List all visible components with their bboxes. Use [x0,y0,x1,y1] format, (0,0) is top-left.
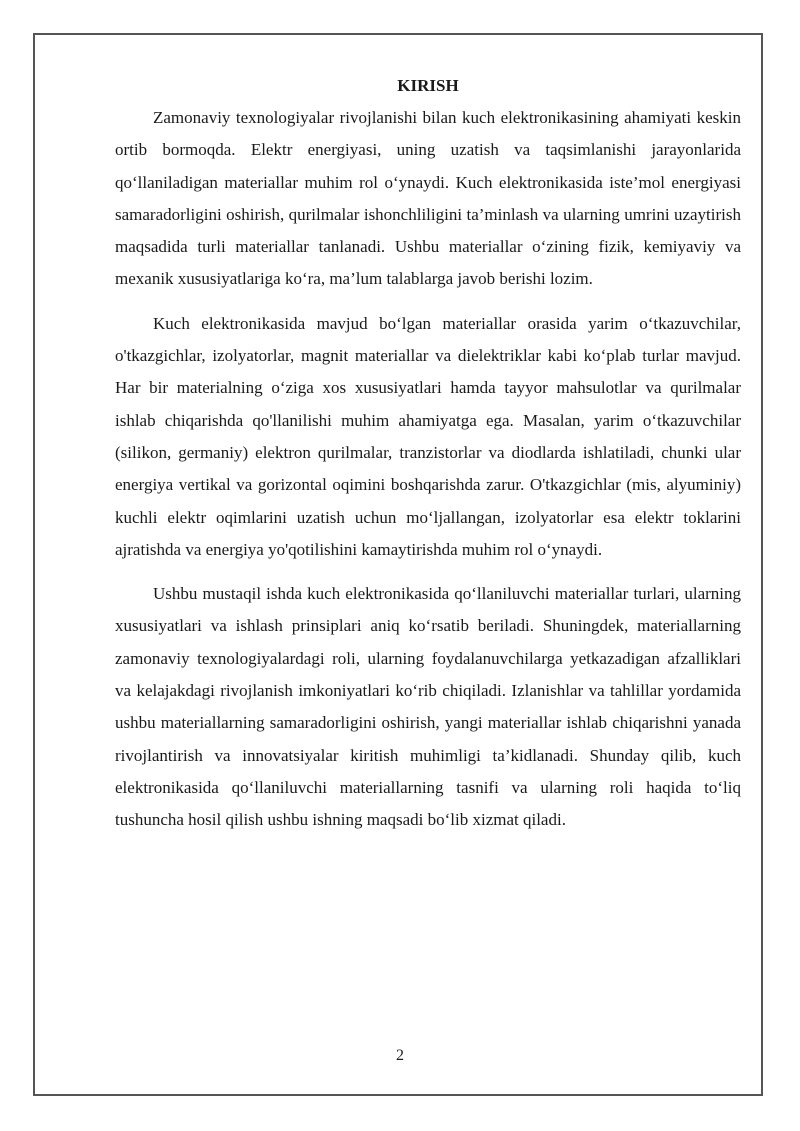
paragraph-intro: Zamonaviy texnologiyalar rivojlanishi bilan kuch elektronikasining ahamiyati keskin ortib bormoqda. Elektr energiyasi, uning uzatish va taqsimlanishi jarayonlarida qo‘llaniladigan materiallar muhim rol o‘ynaydi. Kuch elektronikasida iste’mol energiyasi samaradorligini oshirish, qurilmalar ishonchliligini ta’minlash va ularning umrini uzaytirish maqsadida turli materiallar tanlanadi. Ushbu materiallar o‘zining fizik, kemiyaviy va mexanik xususiyatlariga ko‘ra, ma’lum talablarga javob berishi lozim. [115,108,741,289]
section-title: KIRISH [397,76,459,95]
page-number: 2 [396,1047,404,1064]
document-body [115,74,741,849]
paragraph-purpose: Ushbu mustaqil ishda kuch elektronikasida qo‘llaniluvchi materiallar turlari, ularning xususiyatlari va ishlash prinsiplari aniq ko‘rsatib beriladi. Shuningdek, materiallarning zamonaviy texnologiyalardagi roli, ularning foydalanuvchilarga yetkazadigan afzalliklari va kelajakdagi rivojlanish imkoniyatlari ko‘rib chiqiladi. Izlanishlar va tahlillar yordamida ushbu materiallarning samaradorligini oshirish, yangi materiallar ishlab chiqarishni yanada rivojlantirish va innovatsiyalar kiritish muhimligi ta’kidlanadi. Shunday qilib, kuch elektronikasida qo‘llaniluvchi materiallarning tasnifi va ularning roli haqida to‘liq tushuncha hosil qilish ushbu ishning maqsadi bo‘lib xizmat qiladi. [115,584,741,830]
paragraph-materials: Kuch elektronikasida mavjud bo‘lgan materiallar orasida yarim o‘tkazuvchilar, o'tkazgichlar, izolyatorlar, magnit materiallar va dielektriklar kabi ko‘plab turlar mavjud. Har bir materialning o‘ziga xos xususiyatlari hamda tayyor mahsulotlar va qurilmalar ishlab chiqarishda qo'llanilishi muhim ahamiyatga ega. Masalan, yarim o‘tkazuvchilar (silikon, germaniy) elektron qurilmalar, tranzistorlar va diodlarda ishlatiladi, chunki ular energiya vertikal va gorizontal oqimini boshqarishda zarur. O'tkazgichlar (mis, alyuminiy) kuchli elektr oqimlarini uzatish uchun mo‘ljallangan, izolyatorlar esa elektr toklarini ajratishda va energiya yo'qotilishini kamaytirishda muhim rol o‘ynaydi. [115,313,741,559]
